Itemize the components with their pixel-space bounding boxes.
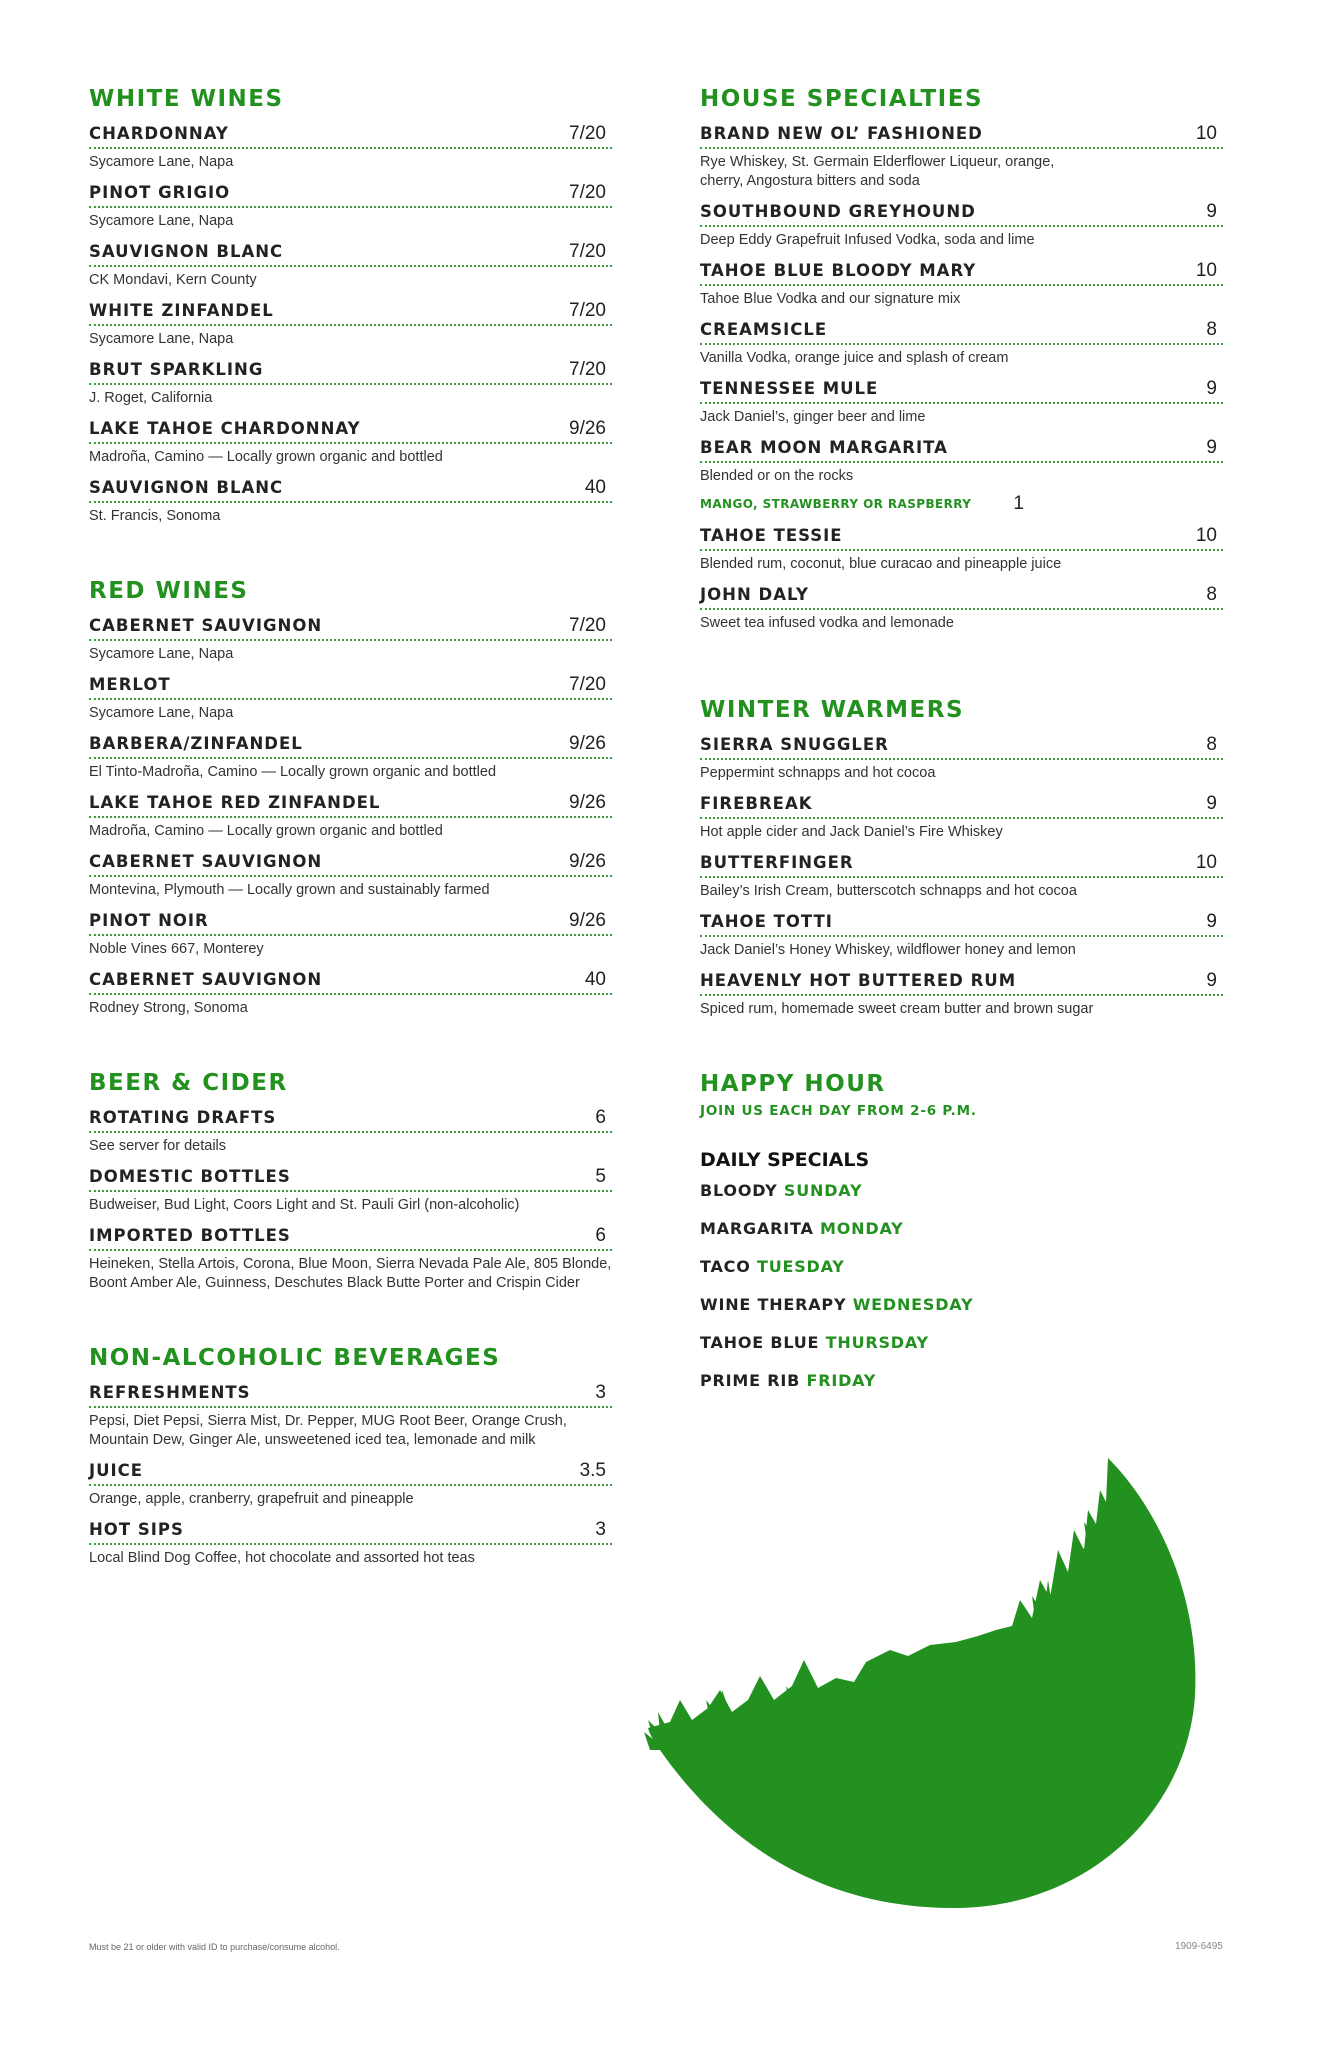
- menu-item: [89, 181, 612, 231]
- item-desc: Budweiser, Bud Light, Coors Light and St. Pauli Girl (non-alcoholic): [89, 1197, 520, 1213]
- item-name: SAUVIGNON BLANC: [89, 478, 284, 497]
- menu-item: [89, 614, 612, 664]
- item-price: 3: [595, 1519, 606, 1540]
- flavor-note: MANGO, STRAWBERRY OR RASPBERRY: [700, 497, 972, 511]
- menu-item: [89, 417, 612, 467]
- item-desc: Sycamore Lane, Napa: [89, 154, 234, 170]
- item-name: BUTTERFINGER: [700, 853, 854, 872]
- item-desc: Orange, apple, cranberry, grapefruit and pineapple: [89, 1491, 414, 1507]
- item-name: CHARDONNAY: [89, 124, 229, 143]
- item-name: JOHN DALY: [700, 585, 809, 604]
- item-price: 10: [1195, 852, 1217, 873]
- item-desc: Madroña, Camino — Locally grown organic and bottled: [89, 823, 443, 839]
- item-price: 9: [1206, 793, 1217, 814]
- item-desc: Hot apple cider and Jack Daniel’s Fire Whiskey: [700, 824, 1003, 840]
- item-price: 7/20: [569, 615, 606, 636]
- menu-item: [89, 673, 612, 723]
- item-desc: Madroña, Camino — Locally grown organic and bottled: [89, 449, 443, 465]
- item-price: 6: [595, 1225, 606, 1246]
- menu-item: [700, 436, 1223, 515]
- item-name: CREAMSICLE: [700, 320, 828, 339]
- menu-item: [89, 1106, 612, 1156]
- item-desc: St. Francis, Sonoma: [89, 508, 221, 524]
- menu-item: [700, 259, 1223, 309]
- special-item: BLOODY: [700, 1181, 778, 1200]
- menu-item: [89, 1381, 612, 1450]
- item-price: 3.5: [579, 1460, 606, 1481]
- item-price: 9: [1206, 378, 1217, 399]
- item-desc: Deep Eddy Grapefruit Infused Vodka, soda and lime: [700, 232, 1035, 248]
- special-day: FRIDAY: [806, 1371, 877, 1390]
- menu-item: [89, 1459, 612, 1509]
- item-name: SAUVIGNON BLANC: [89, 242, 284, 261]
- item-name: BEAR MOON MARGARITA: [700, 438, 948, 457]
- item-name: DOMESTIC BOTTLES: [89, 1167, 291, 1186]
- item-price: 7/20: [569, 241, 606, 262]
- menu-item: [700, 851, 1223, 901]
- section-title: WHITE WINES: [89, 86, 284, 112]
- menu-item: [89, 476, 612, 526]
- right-column: [700, 84, 1223, 1441]
- item-desc: Noble Vines 667, Monterey: [89, 941, 264, 957]
- item-name: ROTATING DRAFTS: [89, 1108, 277, 1127]
- item-price: 40: [584, 969, 606, 990]
- item-price: 7/20: [569, 123, 606, 144]
- menu-item: [700, 377, 1223, 427]
- menu-item: [700, 583, 1223, 633]
- item-price: 9/26: [569, 733, 606, 754]
- item-price: 8: [1206, 734, 1217, 755]
- item-desc: Sycamore Lane, Napa: [89, 331, 234, 347]
- section-title: BEER & CIDER: [89, 1070, 288, 1096]
- item-desc: Bailey’s Irish Cream, butterscotch schnapps and hot cocoa: [700, 883, 1077, 899]
- item-desc: Jack Daniel’s Honey Whiskey, wildflower honey and lemon: [700, 942, 1076, 958]
- item-name: JUICE: [89, 1461, 144, 1480]
- item-name: LAKE TAHOE CHARDONNAY: [89, 419, 361, 438]
- item-desc: Sycamore Lane, Napa: [89, 646, 234, 662]
- daily-special: [700, 1371, 1223, 1391]
- item-desc: Local Blind Dog Coffee, hot chocolate and assorted hot teas: [89, 1550, 475, 1566]
- item-price: 9: [1206, 911, 1217, 932]
- happy-hour-subtitle: JOIN US EACH DAY FROM 2-6 P.M.: [700, 1103, 977, 1119]
- item-name: HOT SIPS: [89, 1520, 184, 1539]
- item-desc: Sweet tea infused vodka and lemonade: [700, 615, 954, 631]
- menu-item: [89, 1224, 612, 1293]
- item-name: BARBERA/ZINFANDEL: [89, 734, 303, 753]
- menu-item: [89, 732, 612, 782]
- item-name: PINOT NOIR: [89, 911, 209, 930]
- item-desc: El Tinto-Madroña, Camino — Locally grown organic and bottled: [89, 764, 497, 780]
- item-name: IMPORTED BOTTLES: [89, 1226, 291, 1245]
- item-desc: Rodney Strong, Sonoma: [89, 1000, 248, 1016]
- menu-item: [700, 733, 1223, 783]
- daily-special: [700, 1257, 1223, 1277]
- menu-item: [700, 318, 1223, 368]
- menu-item: [89, 791, 612, 841]
- item-name: HEAVENLY HOT BUTTERED RUM: [700, 971, 1017, 990]
- item-desc: Spiced rum, homemade sweet cream butter and brown sugar: [700, 1001, 1094, 1017]
- section-house-specialties: [700, 84, 1223, 633]
- daily-special: [700, 1333, 1223, 1353]
- item-price: 40: [584, 477, 606, 498]
- flavor-note-price: 1: [1013, 493, 1024, 514]
- item-name: BRAND NEW OL’ FASHIONED: [700, 124, 983, 143]
- special-day: MONDAY: [820, 1219, 904, 1238]
- item-desc: Blended or on the rocks: [700, 468, 854, 484]
- menu-item: [89, 122, 612, 172]
- item-desc: Blended rum, coconut, blue curacao and pineapple juice: [700, 556, 1062, 572]
- item-price: 7/20: [569, 182, 606, 203]
- item-price: 3: [595, 1382, 606, 1403]
- item-desc: Pepsi, Diet Pepsi, Sierra Mist, Dr. Pepper, MUG Root Beer, Orange Crush, Mountain Dew, Ginger Ale, unsweetened iced tea, lemonade and milk: [89, 1413, 567, 1448]
- item-desc: Sycamore Lane, Napa: [89, 213, 234, 229]
- item-desc: Rye Whiskey, St. Germain Elderflower Liqueur, orange, cherry, Angostura bitters and soda: [700, 154, 1055, 189]
- item-name: PINOT GRIGIO: [89, 183, 231, 202]
- menu-item: [89, 909, 612, 959]
- special-day: SUNDAY: [783, 1181, 863, 1200]
- item-desc: CK Mondavi, Kern County: [89, 272, 257, 288]
- menu-item: [700, 524, 1223, 574]
- item-price: 9/26: [569, 418, 606, 439]
- item-price: 9/26: [569, 792, 606, 813]
- item-name: TAHOE TESSIE: [700, 526, 843, 545]
- menu-item: [89, 299, 612, 349]
- item-desc: Sycamore Lane, Napa: [89, 705, 234, 721]
- special-item: WINE THERAPY: [700, 1295, 847, 1314]
- section-title: HOUSE SPECIALTIES: [700, 86, 984, 112]
- item-price: 10: [1195, 525, 1217, 546]
- age-disclaimer: Must be 21 or older with valid ID to purchase/consume alcohol.: [89, 1942, 340, 1952]
- item-name: SOUTHBOUND GREYHOUND: [700, 202, 976, 221]
- item-name: WHITE ZINFANDEL: [89, 301, 274, 320]
- menu-item: [89, 1165, 612, 1215]
- item-price: 9/26: [569, 851, 606, 872]
- special-day: WEDNESDAY: [852, 1295, 974, 1314]
- menu-item: [89, 968, 612, 1018]
- special-item: MARGARITA: [700, 1219, 814, 1238]
- special-day: THURSDAY: [825, 1333, 929, 1352]
- item-price: 9: [1206, 970, 1217, 991]
- item-desc: Peppermint schnapps and hot cocoa: [700, 765, 936, 781]
- item-price: 10: [1195, 260, 1217, 281]
- section-winter-warmers: [700, 695, 1223, 1019]
- special-item: PRIME RIB: [700, 1371, 801, 1390]
- section-title: NON-ALCOHOLIC BEVERAGES: [89, 1345, 501, 1371]
- menu-code: 1909-6495: [1175, 1941, 1223, 1952]
- item-name: CABERNET SAUVIGNON: [89, 616, 323, 635]
- happy-hour-title: HAPPY HOUR: [700, 1071, 886, 1097]
- item-price: 7/20: [569, 674, 606, 695]
- item-name: MERLOT: [89, 675, 171, 694]
- item-price: 10: [1195, 123, 1217, 144]
- daily-special: [700, 1295, 1223, 1315]
- item-price: 6: [595, 1107, 606, 1128]
- item-price: 8: [1206, 319, 1217, 340]
- special-item: TACO: [700, 1257, 751, 1276]
- daily-special: [700, 1219, 1223, 1239]
- left-column: [89, 84, 612, 1618]
- item-name: TAHOE BLUE BLOODY MARY: [700, 261, 977, 280]
- special-day: TUESDAY: [756, 1257, 845, 1276]
- item-price: 5: [595, 1166, 606, 1187]
- item-name: TENNESSEE MULE: [700, 379, 879, 398]
- item-desc: J. Roget, California: [89, 390, 213, 406]
- item-desc: Tahoe Blue Vodka and our signature mix: [700, 291, 961, 307]
- daily-specials-title: DAILY SPECIALS: [700, 1149, 870, 1171]
- menu-item: [89, 1518, 612, 1568]
- item-name: TAHOE TOTTI: [700, 912, 833, 931]
- item-name: SIERRA SNUGGLER: [700, 735, 889, 754]
- item-name: FIREBREAK: [700, 794, 813, 813]
- menu-item: [700, 969, 1223, 1019]
- special-item: TAHOE BLUE: [700, 1333, 820, 1352]
- item-desc: Heineken, Stella Artois, Corona, Blue Moon, Sierra Nevada Pale Ale, 805 Blonde, Boont Amber Ale, Guinness, Deschutes Black Butte Porter and Crispin Cider: [89, 1256, 612, 1291]
- item-desc: Vanilla Vodka, orange juice and splash of cream: [700, 350, 1009, 366]
- daily-special: [700, 1181, 1223, 1201]
- menu-item: [89, 850, 612, 900]
- section-white-wines: [89, 84, 612, 526]
- item-price: 7/20: [569, 359, 606, 380]
- section-beer-cider: [89, 1068, 612, 1293]
- item-desc: See server for details: [89, 1138, 227, 1154]
- item-desc: Jack Daniel’s, ginger beer and lime: [700, 409, 926, 425]
- menu-item: [700, 200, 1223, 250]
- section-non-alcoholic: [89, 1343, 612, 1568]
- section-title: RED WINES: [89, 578, 249, 604]
- menu-item: [700, 910, 1223, 960]
- item-price: 7/20: [569, 300, 606, 321]
- menu-item: [700, 792, 1223, 842]
- item-name: CABERNET SAUVIGNON: [89, 970, 323, 989]
- item-desc: Montevina, Plymouth — Locally grown and sustainably farmed: [89, 882, 490, 898]
- menu-item: [89, 358, 612, 408]
- item-price: 9: [1206, 201, 1217, 222]
- section-happy-hour: [700, 1069, 1223, 1391]
- item-name: REFRESHMENTS: [89, 1383, 251, 1402]
- item-price: 8: [1206, 584, 1217, 605]
- menu-item: [700, 122, 1223, 191]
- item-name: CABERNET SAUVIGNON: [89, 852, 323, 871]
- item-name: BRUT SPARKLING: [89, 360, 264, 379]
- item-name: LAKE TAHOE RED ZINFANDEL: [89, 793, 381, 812]
- menu-item: [89, 240, 612, 290]
- item-price: 9/26: [569, 910, 606, 931]
- bear-moon-forest-icon: [640, 1450, 1210, 1910]
- section-title: WINTER WARMERS: [700, 697, 965, 723]
- section-red-wines: [89, 576, 612, 1018]
- item-price: 9: [1206, 437, 1217, 458]
